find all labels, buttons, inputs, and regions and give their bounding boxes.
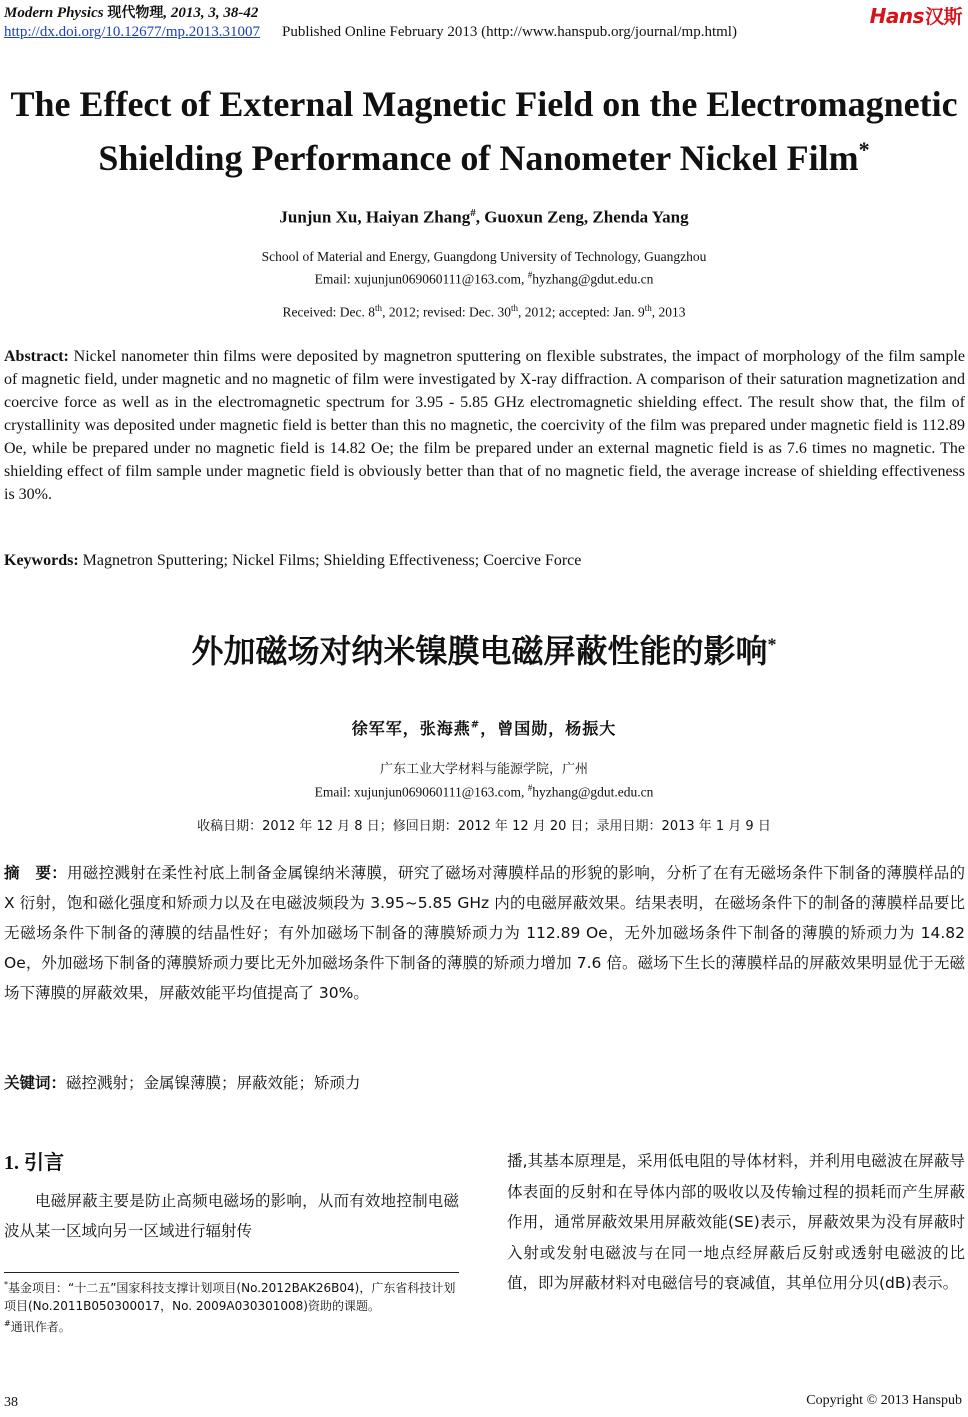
left-column-paragraph: 电磁屏蔽主要是防止高频电磁场的影响，从而有效地控制电磁波从某一区域向另一区域进行辐射传 (4, 1192, 459, 1240)
keywords-label-en: Keywords: (4, 552, 79, 569)
abstract-en (4, 345, 965, 506)
hans-logo (870, 2, 962, 29)
logo-en: Hans (869, 4, 924, 28)
keywords-label-cn: 关键词： (4, 1074, 67, 1092)
affiliation-cn: 广东工业大学材料与能源学院，广州 Email: xujunjun069060111@163.com, #hyzhang@gdut.edu.cn (0, 760, 968, 802)
abstract-label-cn: 摘 要： (4, 864, 68, 882)
keywords-en (4, 552, 581, 570)
affiliation-en: School of Material and Energy, Guangdong University of Technology, Guangzhou Email: xujunjun069060111@163.com, #hyzhang@gdut.edu.cn (0, 248, 968, 289)
abstract-text-cn: 用磁控溅射在柔性衬底上制备金属镍纳米薄膜，研究了磁场对薄膜样品的形貌的影响，分析了在有无磁场条件下制备的薄膜样品的 X 衍射，饱和磁化强度和矫顽力以及在电磁波频段为 3.95~5.85 GHz 内的电磁屏蔽效果。结果表明，在磁场条件下的制备的薄膜样品要比无磁场条件下制备的薄膜的结晶性好；有外加磁场下制备的薄膜矫顽力为 112.89 Oe，无外加磁场条件下制备的薄膜的矫顽力为 14.82 Oe，外加磁场下制备的薄膜矫顽力要比无外加磁场条件下制备的薄膜的矫顽力增加 7.6 倍。磁场下生长的薄膜样品的屏蔽效果明显优于无磁场下薄膜的屏蔽效果，屏蔽效能平均值提高了 30%。 (4, 864, 965, 1002)
journal-name-cn: 现代物理 (107, 5, 164, 21)
keywords-cn (4, 1071, 361, 1093)
keywords-text-cn: 磁控溅射；金属镍薄膜；屏蔽效能；矫顽力 (66, 1074, 361, 1092)
published-online: Published Online February 2013 (http://www.hanspub.org/journal/mp.html) (281, 24, 737, 40)
paper-title-en: The Effect of External Magnetic Field on the Electromagnetic Shielding Performance of Nanometer Nickel Film* (10, 84, 958, 178)
journal-name: Modern Physics 现代物理, 2013, 3, 38-42 (4, 5, 259, 21)
footnote-funding: *基金项目：“十二五”国家科技支撑计划项目(No.2012BAK26B04)，广东省科技计划项目(No.2011B050300017，No. 2009A030301008)资助的课题。 (4, 1280, 456, 1313)
authors-cn: 徐军军，张海燕#，曾国勋，杨振大 (351, 719, 617, 738)
keywords-text-en: Magnetron Sputtering; Nickel Films; Shielding Effectiveness; Coercive Force (78, 552, 582, 569)
paper-title-cn: 外加磁场对纳米镍膜电磁屏蔽性能的影响* (191, 632, 777, 670)
doi-link[interactable]: http://dx.doi.org/10.12677/mp.2013.31007 (4, 24, 260, 40)
footnote-rule (4, 1272, 459, 1273)
footnotes (4, 1276, 459, 1336)
abstract-label-en: Abstract: (4, 348, 69, 365)
received-dates-en: Received: Dec. 8th, 2012; revised: Dec. 30th, 2012; accepted: Jan. 9th, 2013 (282, 303, 686, 320)
received-dates-cn: 收稿日期：2012 年 12 月 8 日；修回日期：2012 年 12 月 20 日；录用日期：2013 年 1 月 9 日 (197, 819, 771, 834)
email-en: Email: xujunjun069060111@163.com, #hyzhang@gdut.edu.cn (314, 270, 654, 287)
section-heading: 1. 引言 (4, 1150, 64, 1174)
authors-en: Junjun Xu, Haiyan Zhang#, Guoxun Zeng, Zhenda Yang (279, 207, 689, 227)
right-column-paragraph: 播,其基本原理是，采用低电阻的导体材料，并利用电磁波在屏蔽导体表面的反射和在导体内部的吸收以及传输过程的损耗而产生屏蔽作用，通常屏蔽效果用屏蔽效能(SE)表示，屏蔽效果为没有屏蔽时入射或发射电磁波与在同一地点经屏蔽后反射或透射电磁波的比值，即为屏蔽材料对电磁信号的衰减值，其单位用分贝(dB)表示。 (507, 1152, 965, 1292)
copyright: Copyright © 2013 Hanspub (806, 1393, 962, 1408)
page-number: 38 (4, 1395, 18, 1410)
header-links (4, 24, 737, 41)
abstract-text-en: Nickel nanometer thin films were deposited by magnetron sputtering on flexible substrates, the impact of morphology of the film sample of magnetic field, under magnetic and no magnetic of film were investigated by X-ray diffraction. A comparison of their saturation magnetization and coercive force as well as in the electromagnetic spectrum for 3.95 - 5.85 GHz electromagnetic shielding effect. The result show that, the film of crystallinity was deposited under magnetic field is better than this no magnetic, the coercivity of the film was prepared under magnetic field is 112.89 Oe, while be prepared under no magnetic field is 14.82 Oe; the film be prepared under an external magnetic field is as 7.6 times no magnetic. The shielding effect of film sample under magnetic field is obviously better than that of no magnetic field, the average increase of shielding effectiveness is 30%. (4, 348, 965, 503)
logo-cn: 汉斯 (924, 6, 962, 28)
email-cn: Email: xujunjun069060111@163.com, #hyzhang@gdut.edu.cn (314, 783, 654, 800)
abstract-cn (4, 858, 965, 1008)
title-footnote-mark: * (858, 137, 870, 162)
footnote-corresponding: #通讯作者。 (4, 1319, 71, 1334)
journal-meta: , 2013, 3, 38-42 (163, 5, 259, 21)
